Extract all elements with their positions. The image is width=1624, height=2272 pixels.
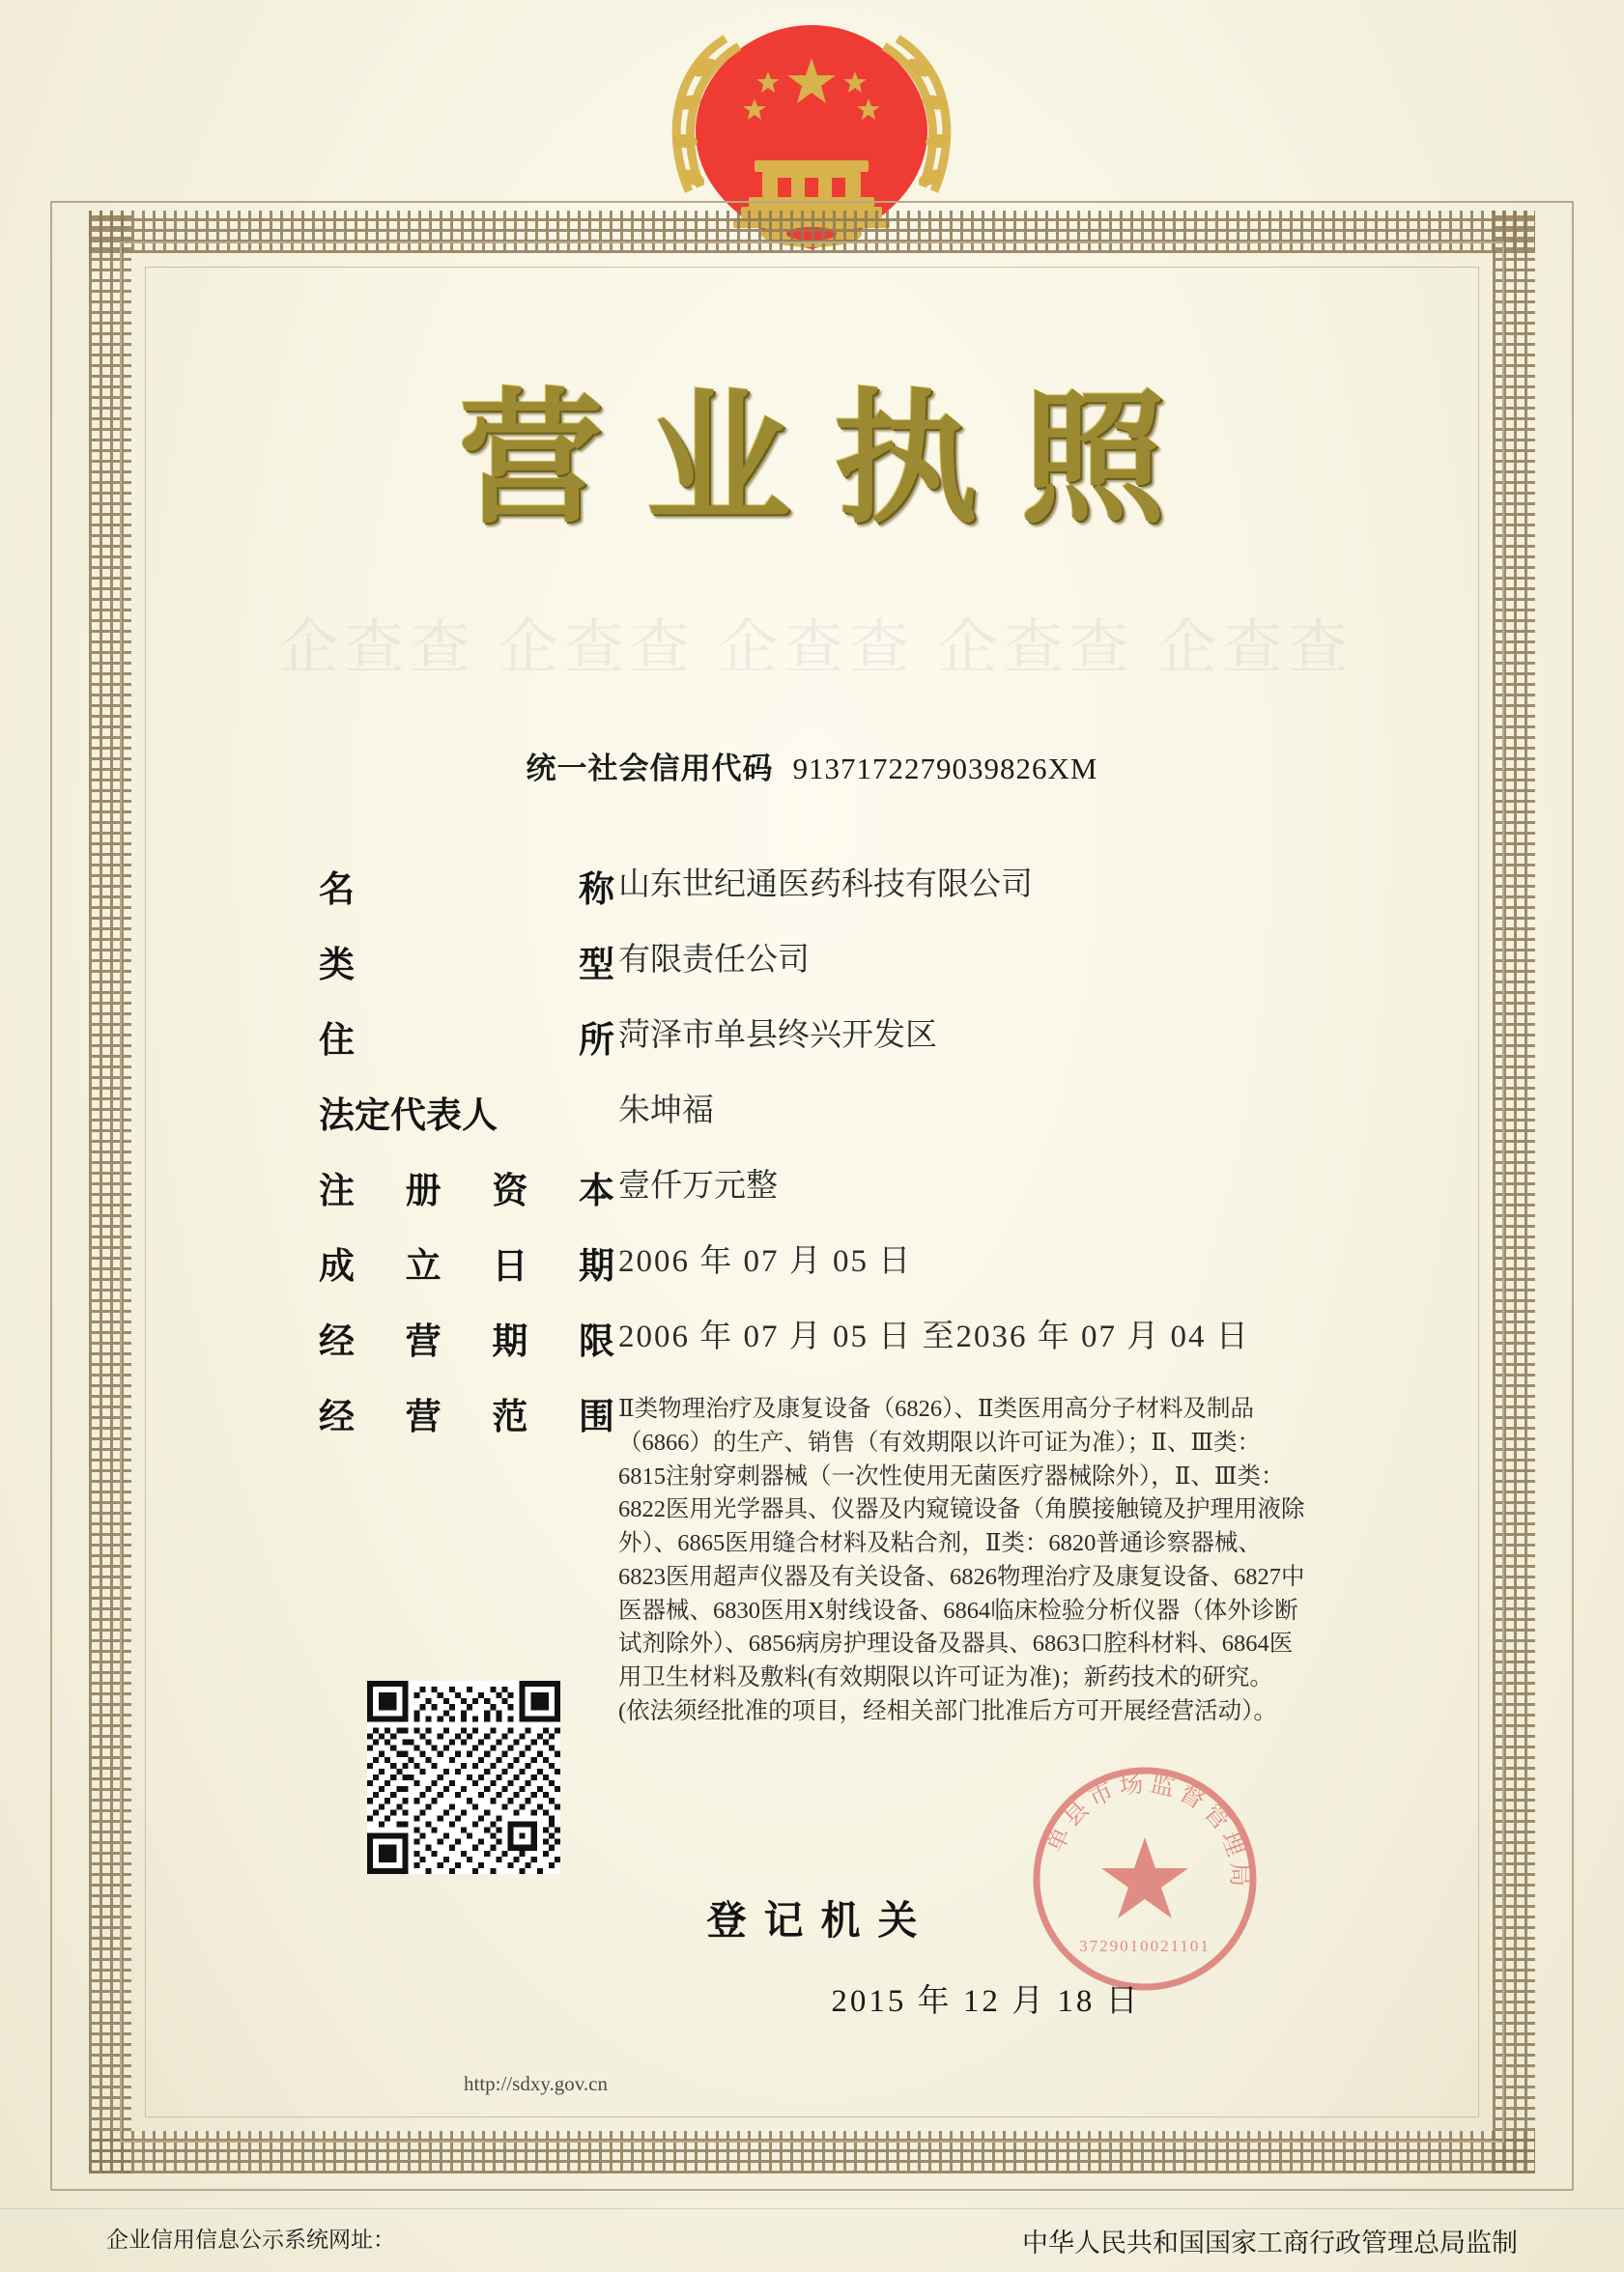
field-label-type: 类 型 <box>319 946 614 985</box>
field-label-legal-rep: 法 定 代 表 人 <box>319 1096 498 1136</box>
field-row-scope <box>319 1387 1478 1729</box>
official-seal <box>1024 1758 1266 2000</box>
footer-right-text: 中华人民共和国国家工商行政管理总局监制 <box>1022 2229 1518 2258</box>
scope-line-1: Ⅱ类物理治疗及康复设备（6826）、Ⅱ类医用高分子材料及制品 <box>618 1396 1255 1422</box>
field-label-address: 住 所 <box>319 1021 614 1061</box>
field-value-name: 山东世纪通医药科技有限公司 <box>618 867 1033 902</box>
field-label-name: 名 称 <box>319 870 614 910</box>
scope-line-6: 6823医用超声仪器及有关设备、6826物理治疗及康复设备、6827中 <box>618 1563 1305 1590</box>
issue-day: 18 <box>1057 1984 1096 2019</box>
field-value-scope <box>618 1387 1468 1729</box>
issue-date <box>0 1975 1624 2021</box>
document-title: 营业执照 <box>458 374 1209 544</box>
issue-year: 2015 <box>831 1984 907 2019</box>
field-label-establish-date: 成 立 日 期 <box>319 1247 614 1287</box>
field-row-term <box>319 1312 1478 1364</box>
field-label-capital: 注 册 资 本 <box>319 1172 614 1211</box>
issue-month-unit: 月 <box>1011 1984 1047 2019</box>
site-url[interactable]: http://sdxy.gov.cn <box>464 2072 608 2095</box>
field-row-establish-date <box>319 1236 1478 1289</box>
svg-text:单县市场监督管理局: 单县市场监督管理局 <box>1041 1771 1253 1892</box>
scope-line-3: 6815注射穿刺器械（一次性使用无菌医疗器械除外），Ⅱ、Ⅲ类： <box>618 1463 1285 1490</box>
field-row-type <box>319 935 1478 987</box>
issue-month: 12 <box>962 1984 1001 2019</box>
field-label-scope: 经 营 范 围 <box>319 1398 614 1437</box>
registry-authority-label: 登记机关 <box>706 1898 935 1943</box>
field-value-establish-date: 2006 年 07 月 05 日 <box>618 1244 913 1279</box>
field-list <box>319 860 1478 1752</box>
field-value-term: 2006 年 07 月 05 日 至2036 年 07 月 04 日 <box>618 1320 1250 1354</box>
footer-left-text: 企业信用信息公示系统网址： <box>106 2228 395 2252</box>
credit-code-value: 9137172279039826XM <box>792 752 1098 785</box>
scope-line-7: 医器械、6830医用X射线设备、6864临床检验分析仪器（体外诊断 <box>618 1597 1298 1624</box>
field-value-capital: 壹仟万元整 <box>618 1169 778 1204</box>
field-label-term: 经 营 期 限 <box>319 1322 614 1362</box>
scope-line-4: 6822医用光学器具、仪器及内窥镜设备（角膜接触镜及护理用液除 <box>618 1496 1305 1523</box>
credit-code-label: 统一社会信用代码 <box>526 752 774 785</box>
qr-code[interactable] <box>367 1681 560 1874</box>
scope-line-9: 用卫生材料及敷料(有效期限以许可证为准)；新药技术的研究。 <box>618 1664 1273 1691</box>
issue-year-unit: 年 <box>917 1984 953 2019</box>
field-value-address: 菏泽市单县终兴开发区 <box>618 1018 937 1053</box>
credit-code-row <box>0 744 1624 787</box>
footer-divider <box>0 2208 1624 2209</box>
scope-line-5: 外）、6865医用缝合材料及粘合剂，Ⅱ类：6820普通诊察器械、 <box>618 1530 1262 1557</box>
scope-line-8: 试剂除外）、6856病房护理设备及器具、6863口腔科材料、6864医 <box>618 1631 1294 1658</box>
issue-day-unit: 日 <box>1105 1984 1141 2019</box>
field-value-type: 有限责任公司 <box>618 943 810 978</box>
field-row-name <box>319 860 1478 912</box>
field-row-address <box>319 1010 1478 1063</box>
scope-line-10: (依法须经批准的项目，经相关部门批准后方可开展经营活动）。 <box>618 1698 1277 1725</box>
field-value-legal-rep: 朱坤福 <box>618 1093 714 1128</box>
watermark-text: 企查查 企查查 企查查 企查查 企查查 <box>278 614 1354 681</box>
scope-line-2: （6866）的生产、销售（有效期限以许可证为准）；Ⅱ、Ⅲ类： <box>618 1429 1262 1456</box>
svg-text:3729010021101: 3729010021101 <box>1079 1937 1211 1955</box>
field-row-legal-rep <box>319 1086 1478 1138</box>
field-row-capital <box>319 1161 1478 1213</box>
